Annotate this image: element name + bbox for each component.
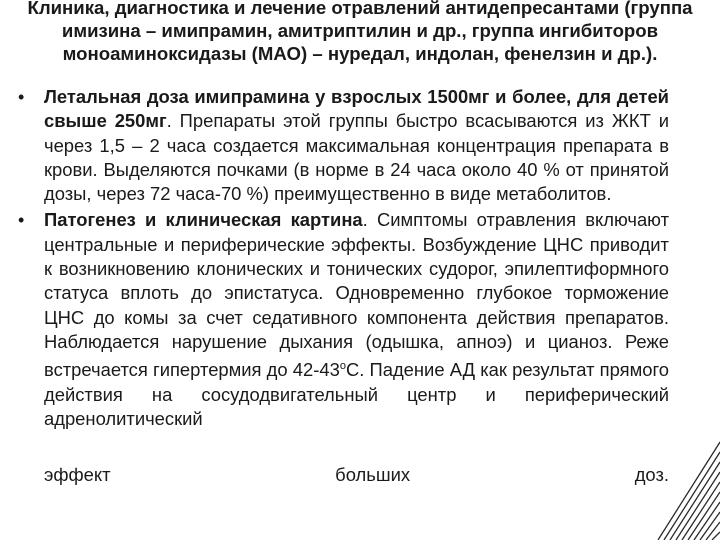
bullet-marker: • — [18, 87, 25, 107]
bullet-item-pathogenesis — [0, 208, 669, 431]
bullet-text: . Препараты этой группы быстро всасываются из ЖКТ и через 1,5 – 2 часа создается максимальная концентрация препарата в крови. Выделяются почками (в норме в 24 часа около 40 % от принятой дозы, через 72 часа-70 %) преимущественно в виде метаболитов. — [44, 110, 669, 205]
bullet-text: . Симптомы отравления включают центральные и периферические эффекты. Возбуждение ЦНС приводит к возникновению клонических и тонических судорог, эпилептиформного статуса вплоть до эпистатуса. Одновременно глубокое торможение ЦНС до комы за счет седативного компонента действия препаратов. Наблюдается нарушение дыхания (одышка, апноэ) и цианоз. Реже встречается гипертермия до 42-43 — [44, 209, 669, 381]
bullet-marker: • — [18, 210, 25, 231]
slide-title: Клиника, диагностика и лечение отравлений антидепресантами (группа имизина – имипрамин, амитриптилин и др., группа ингибиторов моноаминоксидазы (МАО) – нуредал, индолан, фенелзин и др.). — [27, 0, 693, 64]
final-line: эффект больших доз. — [44, 464, 669, 485]
degree-superscript: о — [339, 360, 346, 373]
bullet-heading: Патогенез и клиническая картина — [44, 209, 363, 231]
bullet-text-continued: С. Падение АД как результат прямого действия на сосудодвигательный центр и периферический адренолитический — [44, 359, 669, 429]
bullet-list — [0, 85, 720, 431]
bullet-item-lethal-dose — [0, 85, 669, 206]
bullet-heading: Летальная доза имипрамина у взрослых 1500мг и более, для детей свыше 250мг — [44, 86, 669, 132]
